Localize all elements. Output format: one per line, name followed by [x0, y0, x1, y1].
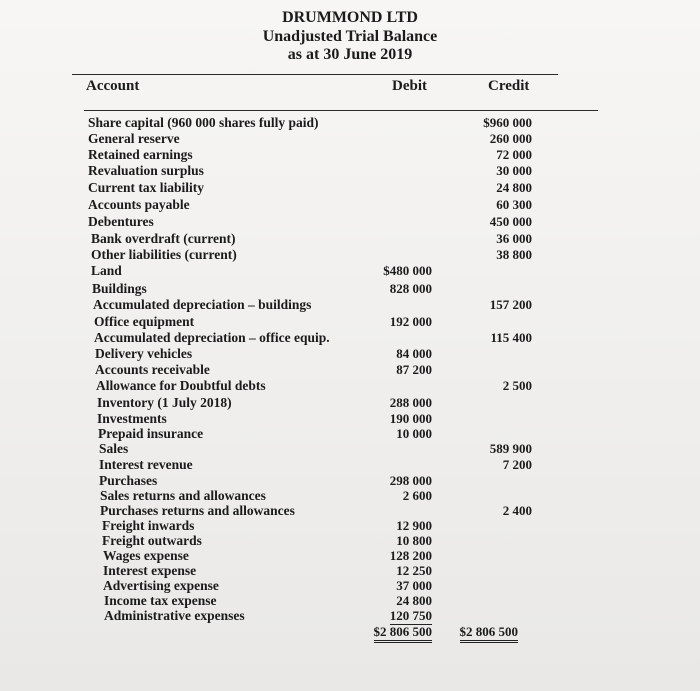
credit-amount: 24 800	[496, 180, 532, 195]
account-name: Purchases	[99, 473, 158, 488]
account-name: Retained earnings	[88, 147, 193, 162]
debit-total: $2 806 500	[374, 624, 433, 643]
account-name: Inventory (1 July 2018)	[97, 395, 232, 410]
account-name: Land	[91, 263, 122, 278]
account-name: Interest revenue	[99, 457, 193, 472]
account-name: Debentures	[88, 214, 154, 229]
account-name: Freight outwards	[102, 533, 202, 548]
credit-total: $2 806 500	[460, 624, 519, 643]
account-name: Investments	[97, 411, 167, 426]
account-name: Income tax expense	[104, 593, 217, 608]
credit-amount: 589 900	[489, 441, 532, 456]
header-rule	[84, 110, 598, 111]
credit-amount: 115 400	[490, 330, 532, 345]
debit-amount: 37 000	[396, 578, 432, 593]
account-name: Accumulated depreciation – office equip.	[94, 330, 330, 345]
account-name: Current tax liability	[88, 180, 204, 195]
debit-amount: 288 000	[389, 395, 432, 410]
debit-amount: 192 000	[389, 314, 432, 329]
column-header-debit: Debit	[392, 78, 427, 94]
credit-amount: 7 200	[502, 457, 532, 472]
company-name: DRUMMOND LTD	[282, 9, 418, 26]
report-date: as at 30 June 2019	[287, 46, 413, 63]
account-name: Prepaid insurance	[98, 426, 204, 441]
account-name: General reserve	[88, 131, 180, 146]
top-rule	[72, 74, 558, 75]
account-name: Sales	[99, 441, 129, 456]
account-name: Buildings	[92, 281, 147, 296]
account-name: Revaluation surplus	[88, 163, 204, 178]
credit-amount: $960 000	[483, 115, 532, 130]
account-name: Sales returns and allowances	[100, 488, 266, 503]
credit-amount: 38 800	[496, 247, 532, 262]
debit-amount: 12 250	[396, 563, 432, 578]
account-name: Freight inwards	[102, 518, 195, 533]
credit-amount: 2 500	[502, 378, 532, 393]
debit-amount: 10 800	[396, 533, 432, 548]
credit-amount: 72 000	[496, 147, 532, 162]
debit-amount: 24 800	[396, 593, 432, 608]
account-name: Share capital (960 000 shares fully paid)	[88, 115, 319, 130]
account-name: Wages expense	[103, 548, 189, 563]
debit-amount: 87 200	[396, 362, 432, 377]
debit-amount: 298 000	[389, 473, 432, 488]
account-name: Delivery vehicles	[95, 346, 193, 361]
account-name: Purchases returns and allowances	[100, 503, 295, 518]
account-name: Other liabilities (current)	[91, 247, 237, 262]
debit-amount: 10 000	[396, 426, 432, 441]
credit-amount: 36 000	[496, 231, 532, 246]
account-name: Office equipment	[94, 314, 195, 329]
credit-amount: 2 400	[502, 503, 532, 518]
debit-amount: 120 750	[389, 608, 432, 623]
debit-amount: $480 000	[383, 263, 432, 278]
credit-amount: 60 300	[496, 197, 532, 212]
column-header-credit: Credit	[488, 78, 530, 94]
account-name: Bank overdraft (current)	[91, 231, 236, 246]
credit-amount: 450 000	[489, 214, 532, 229]
account-name: Administrative expenses	[104, 608, 245, 623]
credit-amount: 157 200	[489, 297, 532, 312]
debit-amount: 84 000	[396, 346, 432, 361]
account-name: Advertising expense	[103, 578, 219, 593]
credit-amount: 30 000	[496, 163, 532, 178]
credit-amount: 260 000	[489, 131, 532, 146]
debit-amount: 2 600	[402, 488, 432, 503]
account-name: Accumulated depreciation – buildings	[93, 297, 312, 312]
account-name: Interest expense	[103, 563, 197, 578]
debit-amount: 128 200	[389, 548, 432, 563]
column-header-account: Account	[86, 78, 140, 94]
debit-amount: 828 000	[389, 281, 432, 296]
report-title: Unadjusted Trial Balance	[262, 28, 438, 45]
account-name: Accounts receivable	[95, 362, 210, 377]
account-name: Allowance for Doubtful debts	[96, 378, 266, 393]
account-name: Accounts payable	[88, 197, 190, 212]
debit-amount: 12 900	[396, 518, 432, 533]
debit-amount: 190 000	[389, 411, 432, 426]
